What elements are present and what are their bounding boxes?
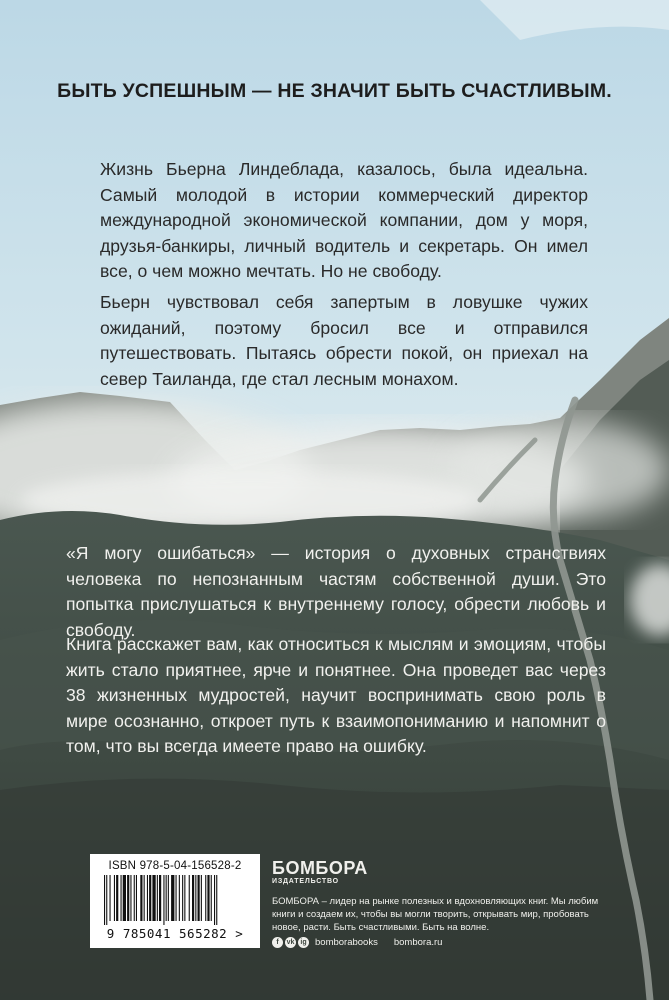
publisher-description: БОМБОРА – лидер на рынке полезных и вдохновляющих книг. Мы любим книги и создаем их, чтобы вы могли творить, открывать мир, пробовать новое, расти. Быть счастливыми. Быть на волне. — [272, 896, 599, 933]
isbn-label: ISBN 978-5-04-156528-2 — [108, 860, 242, 872]
instagram-icon[interactable]: ig — [298, 937, 309, 948]
description-paragraph-2: Бьерн чувствовал себя запертым в ловушке чужих ожиданий, поэтому бросил все и отправился путешествовать. Пытаясь обрести покой, он приехал на север Таиланда, где стал лесным монахом. — [100, 292, 588, 389]
barcode-icon — [100, 875, 250, 925]
headline: БЫТЬ УСПЕШНЫМ — НЕ ЗНАЧИТ БЫТЬ СЧАСТЛИВЫМ. — [57, 80, 612, 102]
vk-icon[interactable]: vk — [286, 939, 295, 946]
barcode-digits: 9 785041 565282 > — [106, 926, 244, 941]
publisher-block — [272, 858, 612, 948]
publisher-logo: БОМБОРА — [272, 858, 368, 878]
publisher-links — [272, 937, 612, 948]
facebook-icon[interactable]: f — [272, 937, 283, 948]
barcode-box — [90, 854, 260, 948]
description-paragraph-1: Жизнь Бьерна Линдеблада, казалось, была идеальна. Самый молодой в истории коммерческий директор международной экономической компании, дом у моря, друзья-банкиры, личный водитель и секретарь. Он имел все, о чем можно мечтать. Но не свободу. — [100, 159, 588, 281]
description-paragraph-3: «Я могу ошибаться» — история о духовных странствиях человека по непознанным частям собственной души. Это попытка прислушаться к внутреннему голосу, обрести любовь и свободу. — [66, 543, 606, 640]
publisher-subtitle: ИЗДАТЕЛЬСТВО — [272, 878, 339, 885]
social-handle[interactable]: bomborabooks — [315, 937, 378, 948]
description-paragraph-4: Книга расскажет вам, как относиться к мыслям и эмоциям, чтобы жить стало приятнее, ярче и понятнее. Она проведет вас через 38 жизненных мудростей, научит воспринимать свою роль в мире осознанно, откроет путь к взаимопониманию и напомнит о том, что вы всегда имеете право на ошибку. — [66, 634, 606, 756]
publisher-website[interactable]: bombora.ru — [393, 937, 443, 948]
